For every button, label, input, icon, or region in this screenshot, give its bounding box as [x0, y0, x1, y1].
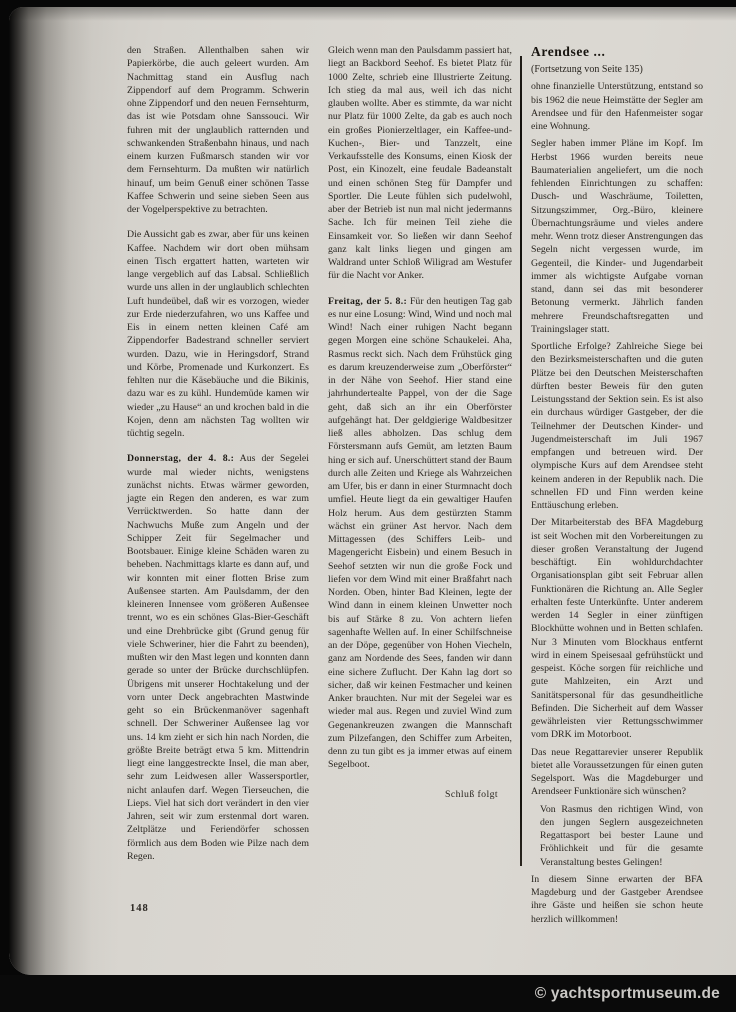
article-title: Arendsee ...: [531, 44, 606, 59]
page-number: 148: [130, 903, 149, 914]
copyright-watermark: © yachtsportmuseum.de: [534, 984, 720, 1002]
paragraph-diary-entry: [328, 295, 512, 772]
paragraph: Die Aussicht gab es zwar, aber für uns keinen Kaffee. Nachdem wir dort oben mühsam einen Tisch ergattert hatten, warteten wir lange vergeblich auf das Labsal. Schließlich wurde uns allen in der unglaublich schlechten Luft hundeübel, daß wir es vorzogen, wieder zur Erde niederzufahren, wo uns Kaffee und Eis in einem netten kleinen Café am Zippendorfer Badestrand schneller serviert wurden. Dazu, wie in Heringsdorf, Strand und Körbe, Promenade und Kurkonzert. Es fehlten nur die Käsebäuche und die Bikinis, dazu war es zu kühl. Hundemüde kamen wir wieder „zu Hause“ an und krochen bald in die Kojen, denn am nächsten Tag wollten wir tüchtig segeln.: [127, 229, 309, 439]
diary-entry-text: Für den heutigen Tag gab es nur eine Losung: Wind, Wind und noch mal Wind! Nach einer ruhigen Nacht begann gegen Morgen eine schöne Schaukelei. Aha, Rasmus reckt sich. Nach dem Frühstück ging es darum kreuzenderweise zum „Oberförster“ in der Nähe von Seehof. Hier stand eine jahrhundertealte Pappel, von der die Sage geht, daß sich an ihr ein Oberförster aufgehängt hat. Der geldgierige Waldbesitzer ließ alles abholzen. Das schlug dem Förstersmann aufs Gemüt, am letzten Baum hing er sich auf. Unerschüttert stand der Baum durch alle Zeiten und Kriege als Wahrzeichen am Ufer, bis er dann in einer Sturmnacht doch umfiel. Heute liegt da ein gewaltiger Haufen Holz herum. Aus dem gestürzten Stamm wächst ein grüner Ast hervor. Nach dem Mittagessen (des Schiffers Leib- und Magengericht Eisbein) und einem Besuch in Seehof setzten wir nun die große Fock und liefen vor dem Wind mit einer Braßfahrt nach Norden. Oben, hinter Bad Kleinen, legte der Wind dann in einem kleinen Unwetter noch bis auf Stärke 8 zu. Von achtern liefen sagenhafte Wellen auf. In einer Schilfschneise an der Döpe, gegenüber von Hohen Viecheln, ganz am Nordende des Sees, fanden wir dann eine sichere Zuflucht. Der Kahn lag dort so sicher, daß wir keinen Festmacher und keinen Anker brauchten. Nur mit der Segelei war es wieder mal aus. Regen und zuviel Wind zum Gegenankreuzen zwangen die Mannschaft zum Pilzefangen, den Schiffer zum Arbeiten, denn zu tun gibt es ja immer etwas auf einem Segelboot.: [328, 295, 513, 771]
article-continuation-note: (Fortsetzung von Seite 135): [531, 64, 643, 75]
paragraph-diary-entry: [127, 452, 309, 863]
column-divider-rule: [520, 56, 522, 866]
paragraph: den Straßen. Allenthalben sahen wir Papierkörbe, die auch geleert wurden. Am Nachmittag stand ein Ausflug nach Zippendorf auf dem Programm. Schwerin ohne Zippendorf und den neuen Fernsehturm, das ist wie Potsdam ohne Sanssouci. Wir fuhren mit der unglaublich ratternden und schwankenden Straßenbahn hinaus, und nach einem kurzen Fußmarsch standen wir vor dem Fernsehturm. Da mußten wir natürlich hinauf, um beim Genuß einer schönen Tasse Kaffee Schwerin und seine sieben Seen aus der Vogelperspektive zu betrachten.: [127, 45, 309, 215]
paragraph: Das neue Regattarevier unserer Republik bietet alle Voraussetzungen für einen guten Segelsport. Was die Magdeburger und Arendseer Funktionäre sich wünschen?: [531, 746, 703, 798]
paragraph: Der Mitarbeiterstab des BFA Magdeburg ist seit Wochen mit den Vorbereitungen zu dieser großen Veranstaltung der Jugend beschäftigt. Ein wohldurchdachter Organisationsplan gibt seit Februar allen Funktionären die Richtung an. Alle Segler erhalten feste Unterkünfte. Unter anderem werden 14 Segler in einer zünftigen Blockhütte wohnen und in Betten schlafen. Nur 3 Minuten vom Blockhaus entfernt wird in einem Speisesaal gefrühstückt und gespeist. Köche sorgen für reichliche und gute Mahlzeiten, ein Arzt und Sanitätspersonal für das gesundheitliche Befinden. Die Sicherheit auf dem Wasser gewährleisten vier Rettungsschwimmer vom DRK im Motorboot.: [531, 517, 703, 741]
paragraph: Gleich wenn man den Paulsdamm passiert hat, liegt an Backbord Seehof. Es bietet Platz für 1000 Zelte, schrieb eine Illustrierte Zeitung. Ich stieg da mal aus, weil ich das nicht glauben wollte. Aber es stimmte, da war nicht nur Platz für 1000 Zelte, da gab es auch noch ein großes Pionierzeltlager, ein Kaffee-und-Kuchen-, Bier- und Tanzzelt, eine Verkaufsstelle des Konsums, einen Kiosk der Post, ein Kinozelt, eine feudale Badeanstalt und einen schönen Steg für Dampfer und Sportler. Die Leute fühlen sich pudelwohl, aber der Betrieb ist nun mal nicht jedermanns Sache. Ich für meinen Teil ziehe die Einsamkeit vor. So ließen wir dann Seehof ganz kalt links liegen und gingen am Waldrand unter Schloß Wiligrad am Westufer für die Nacht vor Anker.: [328, 45, 512, 282]
paragraph: Sportliche Erfolge? Zahlreiche Siege bei den Bezirksmeisterschaften und die guten Plätze bei den Deutschen Meisterschaften dürften bester Beweis für den guten Leistungsstand der Sektion sein. Es ist also ein durchaus würdiger Gastgeber, der die Teilnehmer der Deutschen Kinder- und Jugendmeisterschaft im Juli 1967 empfangen und betreuen wird. Der olympische Kurs auf dem Arendsee steht keinem anderen in der Republik nach. Die schnellen FD und Finn werden keine Enttäuschung erleben.: [531, 341, 703, 511]
paragraph-wish: Von Rasmus den richtigen Wind, von den jungen Seglern ausgezeichneten Regattasport bei bester Laune und Fröhlichkeit und für die gesamte Veranstaltung bestes Gelingen!: [540, 803, 703, 868]
diary-date-lead: Freitag, der 5. 8.:: [328, 295, 408, 307]
paragraph: In diesem Sinne erwarten der BFA Magdeburg und der Gastgeber Arendsee ihre Gäste und heißen sie schon heute herzlich willkommen!: [531, 873, 703, 925]
text-column-3: [531, 44, 703, 926]
watermark-bar: [0, 975, 736, 1012]
paragraph: Segler haben immer Pläne im Kopf. Im Herbst 1966 wurden bereits neue Baumaterialien angeliefert, um die noch fehlenden Einrichtungen zu schaffen: Dusch- und Waschräume, Toiletten, Sitzungszimmer, Org.-Büro, kleinere Übernachtungsräume und vieles andere mehr. Wenn trotz dieser Anstrengungen das Segeln nicht vergessen wurde, im Gegenteil, die Kinder- und Jugendarbeit immer als wichtigste Aufgabe vornan stand, dann sei das mit besonderer Betonung vermerkt. Jährlich fanden mehrere Freundschaftsregatten und Trainingslager statt.: [531, 138, 703, 335]
paragraph: ohne finanzielle Unterstützung, entstand so bis 1962 die neue Heimstätte der Segler am Arendsee und für den Hafenmeister sogar eine Wohnung.: [531, 81, 703, 132]
text-column-1: [127, 44, 309, 863]
text-column-2: [328, 44, 512, 801]
closing-note: Schluß folgt: [445, 788, 498, 800]
diary-date-lead: Donnerstag, der 4. 8.:: [127, 453, 235, 465]
diary-entry-text: Aus der Segelei wurde mal wieder nichts, wenigstens zunächst nichts. Etwas wärmer geworden, jagte ein Regen den anderen, es war zum Verrücktwerden. So hatte dann der Nachwuchs Muße zum Angeln und der Schipper Zeit für Segelmacher und Bootsbauer. Einige kleine Schäden waren zu beheben. Nachmittags klarte es dann auf, und wir konnten mit einer flotten Brise zum Außensee starten. Am Paulsdamm, der den kleineren Innensee vom größeren Außensee trennt, wo es ein schönes Glas-Bier-Geschäft und eine Drehbrücke gibt (Grund genug für viele Schweriner, hier die Fahrt zu beenden), mußten wir den Mast legen und konnten dann gerade so unter der Brücke durchschlüpfen. Übrigens mit unserer Hochtakelung und der vorn unter Deck angebrachten Mastwinde geht so ein Brückenmanöver sagenhaft schnell. Der Schweriner Außensee lag vor uns. 14 km zieht er sich hin nach Norden, die größte Breite beträgt etwa 5 km. Mittendrin liegt eine langgestreckte Insel, die man aber, sehr zum Leidwesen aller Wassersportler, nicht anlaufen darf. Wegen Tierseuchen, die Lieps. Viel hat sich dort verändert in den vier Jahren, seit wir zum erstenmal dort waren. Zeltplätze und Feriendörfer schossen förmlich aus dem Boden wie Pilze nach dem Regen.: [127, 453, 309, 862]
book-gutter-shadow: [9, 7, 119, 975]
